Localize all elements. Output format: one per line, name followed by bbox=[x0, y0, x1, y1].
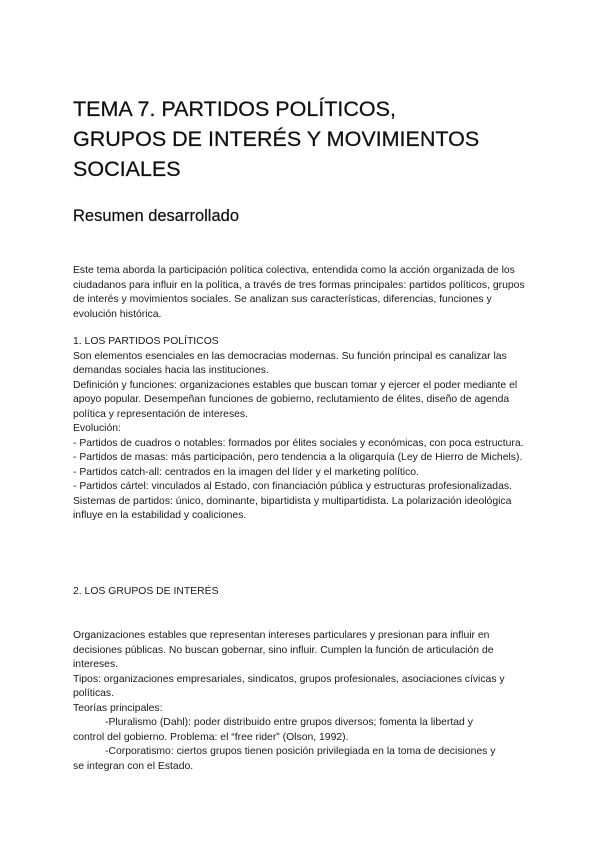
list-item: - Partidos catch-all: centrados en la imagen del líder y el marketing político. bbox=[73, 466, 419, 478]
section2-paragraph-2: Tipos: organizaciones empresariales, sindicatos, grupos profesionales, asociaciones cívicas y políticas. bbox=[73, 673, 505, 699]
section2-teorias-label: Teorías principales: bbox=[73, 702, 163, 714]
theory-corporatismo-rest: se integran con el Estado. bbox=[73, 760, 194, 772]
document-title bbox=[73, 94, 553, 184]
list-item: - Partidos cártel: vinculados al Estado, con financiación pública y estructuras profesionalizadas. bbox=[73, 481, 512, 492]
section-grupos-interes bbox=[73, 629, 529, 774]
section-partidos bbox=[73, 335, 529, 524]
section1-evolucion-label: Evolución: bbox=[73, 423, 121, 434]
theory-item-corporatismo bbox=[73, 745, 529, 774]
theory-item-pluralismo bbox=[73, 716, 529, 745]
intro-block bbox=[73, 264, 529, 322]
list-item: - Partidos de masas: más participación, pero tendencia a la oligarquía (Ley de Hierro de Michels). bbox=[73, 452, 523, 463]
title-line-1: TEMA 7. PARTIDOS POLÍTICOS, bbox=[73, 97, 396, 121]
section1-paragraph-1: Son elementos esenciales en las democracias modernas. Su función principal es canalizar las demandas sociales hacia las instituciones. bbox=[73, 350, 507, 376]
title-line-2: GRUPOS DE INTERÉS Y MOVIMIENTOS bbox=[73, 127, 480, 151]
document-subtitle: Resumen desarrollado bbox=[73, 207, 240, 225]
section2-heading: 2. LOS GRUPOS DE INTERÉS bbox=[73, 586, 219, 597]
title-line-3: SOCIALES bbox=[73, 157, 181, 181]
intro-paragraph: Este tema aborda la participación política colectiva, entendida como la acción organizada de los ciudadanos para influir en la política, a través de tres formas principales: partidos políticos, grupos de interés y movimientos sociales. Se analizan sus características, diferencias, funciones y evolución histórica. bbox=[73, 265, 525, 320]
section2-paragraph-1: Organizaciones estables que representan intereses particulares y presionan para influir en decisiones públicas. No buscan gobernar, sino influir. Cumplen la función de articulación de intereses. bbox=[73, 630, 494, 670]
section2-heading-block bbox=[73, 585, 529, 600]
theory-corporatismo-lead: -Corporatismo: ciertos grupos tienen posición privilegiada en la toma de decisiones y bbox=[105, 746, 496, 757]
theory-pluralismo-lead: -Pluralismo (Dahl): poder distribuido entre grupos diversos; fomenta la libertad y bbox=[105, 717, 473, 728]
theory-pluralismo-rest: control del gobierno. Problema: el “free rider” (Olson, 1992). bbox=[73, 731, 349, 743]
section1-heading: 1. LOS PARTIDOS POLÍTICOS bbox=[73, 336, 219, 347]
section1-paragraph-2: Definición y funciones: organizaciones estables que buscan tomar y ejercer el poder mediante el apoyo popular. Desempeñan funciones de gobierno, reclutamiento de élites, diseño de agenda política y representación de intereses. bbox=[73, 379, 518, 420]
list-item: - Partidos de cuadros o notables: formados por élites sociales y económicas, con poca estructura. bbox=[73, 437, 524, 449]
section1-paragraph-3: Sistemas de partidos: único, dominante, bipartidista y multipartidista. La polarización ideológica influye en la estabilidad y coaliciones. bbox=[73, 495, 512, 521]
